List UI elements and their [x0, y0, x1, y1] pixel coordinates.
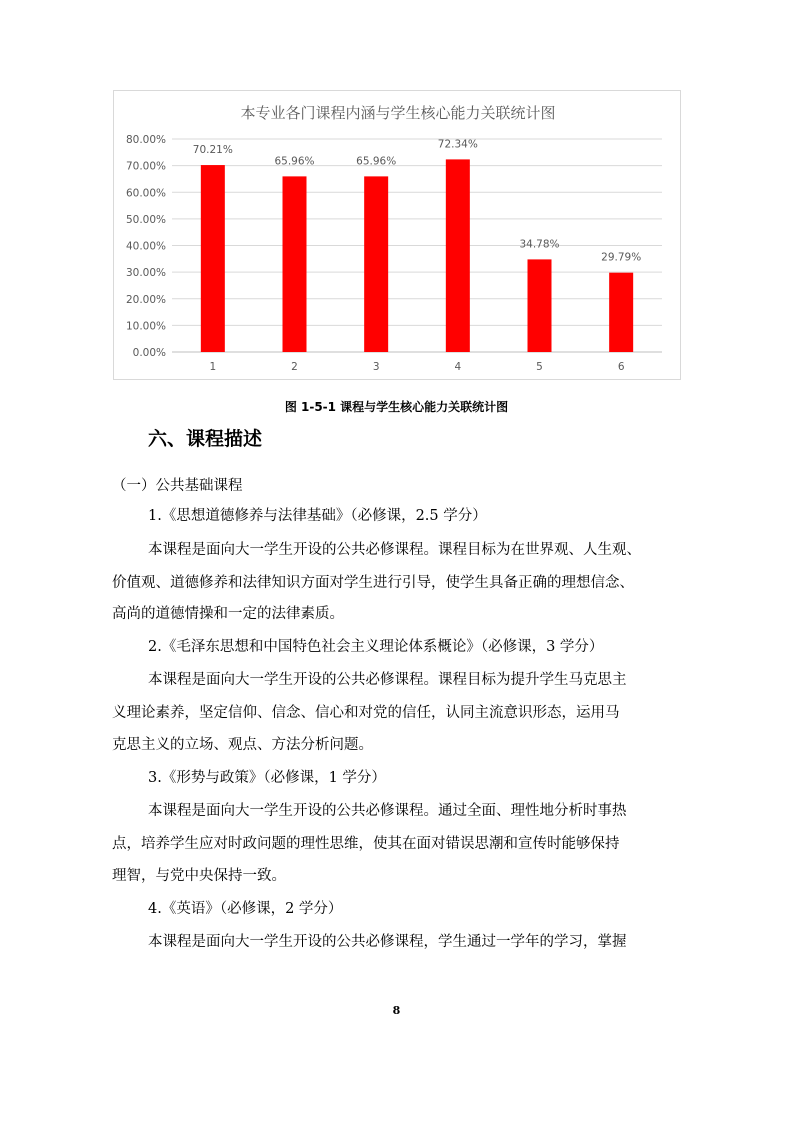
x-tick-label: 4 [454, 361, 462, 373]
course-desc-line: 克思主义的立场、观点、方法分析问题。 [112, 737, 373, 753]
x-tick-label: 6 [617, 361, 625, 373]
data-label: 70.21% [192, 144, 233, 157]
bar [283, 176, 307, 352]
section-heading: 六、课程描述 [148, 428, 263, 450]
bar [609, 273, 633, 352]
bar [201, 165, 225, 352]
course-title: 3.《形势与政策》（必修课，1 学分） [148, 770, 386, 786]
bar [446, 159, 470, 352]
course-title: 1.《思想道德修养与法律基础》（必修课，2.5 学分） [148, 508, 487, 524]
y-tick-label: 40.00% [125, 240, 166, 253]
figure-caption: 图 1-5-1 课程与学生核心能力关联统计图 [284, 400, 509, 414]
y-tick-label: 80.00% [125, 134, 166, 146]
y-tick-label: 50.00% [125, 213, 166, 226]
bar [528, 259, 552, 352]
course-title: 2.《毛泽东思想和中国特色社会主义理论体系概论》（必修课，3 学分） [148, 639, 604, 655]
course-title: 4.《英语》（必修课，2 学分） [148, 901, 343, 917]
y-tick-label: 60.00% [125, 187, 166, 200]
chart-container [113, 90, 681, 380]
page-number: 8 [392, 1004, 401, 1017]
bar-chart [114, 91, 682, 381]
y-tick-label: 10.00% [125, 320, 166, 333]
x-tick-label: 3 [372, 361, 380, 373]
data-label: 65.96% [274, 155, 315, 168]
y-tick-label: 70.00% [125, 160, 166, 173]
course-desc-line: 义理论素养，坚定信仰、信念、信心和对党的信任，认同主流意识形态，运用马 [112, 705, 620, 721]
subsection-title: （一）公共基础课程 [112, 478, 243, 494]
course-desc-line: 点，培养学生应对时政问题的理性思维，使其在面对错误思潮和宣传时能够保持 [112, 836, 620, 852]
course-desc-line: 本课程是面向大一学生开设的公共必修课程，学生通过一学年的学习，掌握 [148, 934, 627, 950]
course-desc-line: 本课程是面向大一学生开设的公共必修课程。课程目标为在世界观、人生观、 [148, 542, 641, 558]
x-tick-label: 1 [209, 361, 217, 373]
x-tick-label: 5 [536, 361, 543, 373]
y-tick-label: 20.00% [125, 293, 166, 306]
course-desc-line: 高尚的道德情操和一定的法律素质。 [112, 606, 344, 622]
data-label: 65.96% [356, 155, 397, 168]
data-label: 29.79% [601, 251, 642, 264]
chart-title: 本专业各门课程内涵与学生核心能力关联统计图 [240, 104, 556, 122]
y-tick-label: 0.00% [132, 347, 166, 359]
y-tick-label: 30.00% [125, 267, 166, 280]
data-label: 72.34% [437, 138, 478, 151]
x-tick-label: 2 [291, 361, 298, 373]
course-desc-line: 本课程是面向大一学生开设的公共必修课程。课程目标为提升学生马克思主 [148, 672, 627, 688]
course-desc-line: 价值观、道德修养和法律知识方面对学生进行引导，使学生具备正确的理想信念、 [112, 575, 634, 591]
course-desc-line: 理智，与党中央保持一致。 [112, 868, 286, 884]
course-desc-line: 本课程是面向大一学生开设的公共必修课程。通过全面、理性地分析时事热 [148, 803, 627, 819]
bar [364, 176, 388, 352]
data-label: 34.78% [519, 238, 560, 251]
